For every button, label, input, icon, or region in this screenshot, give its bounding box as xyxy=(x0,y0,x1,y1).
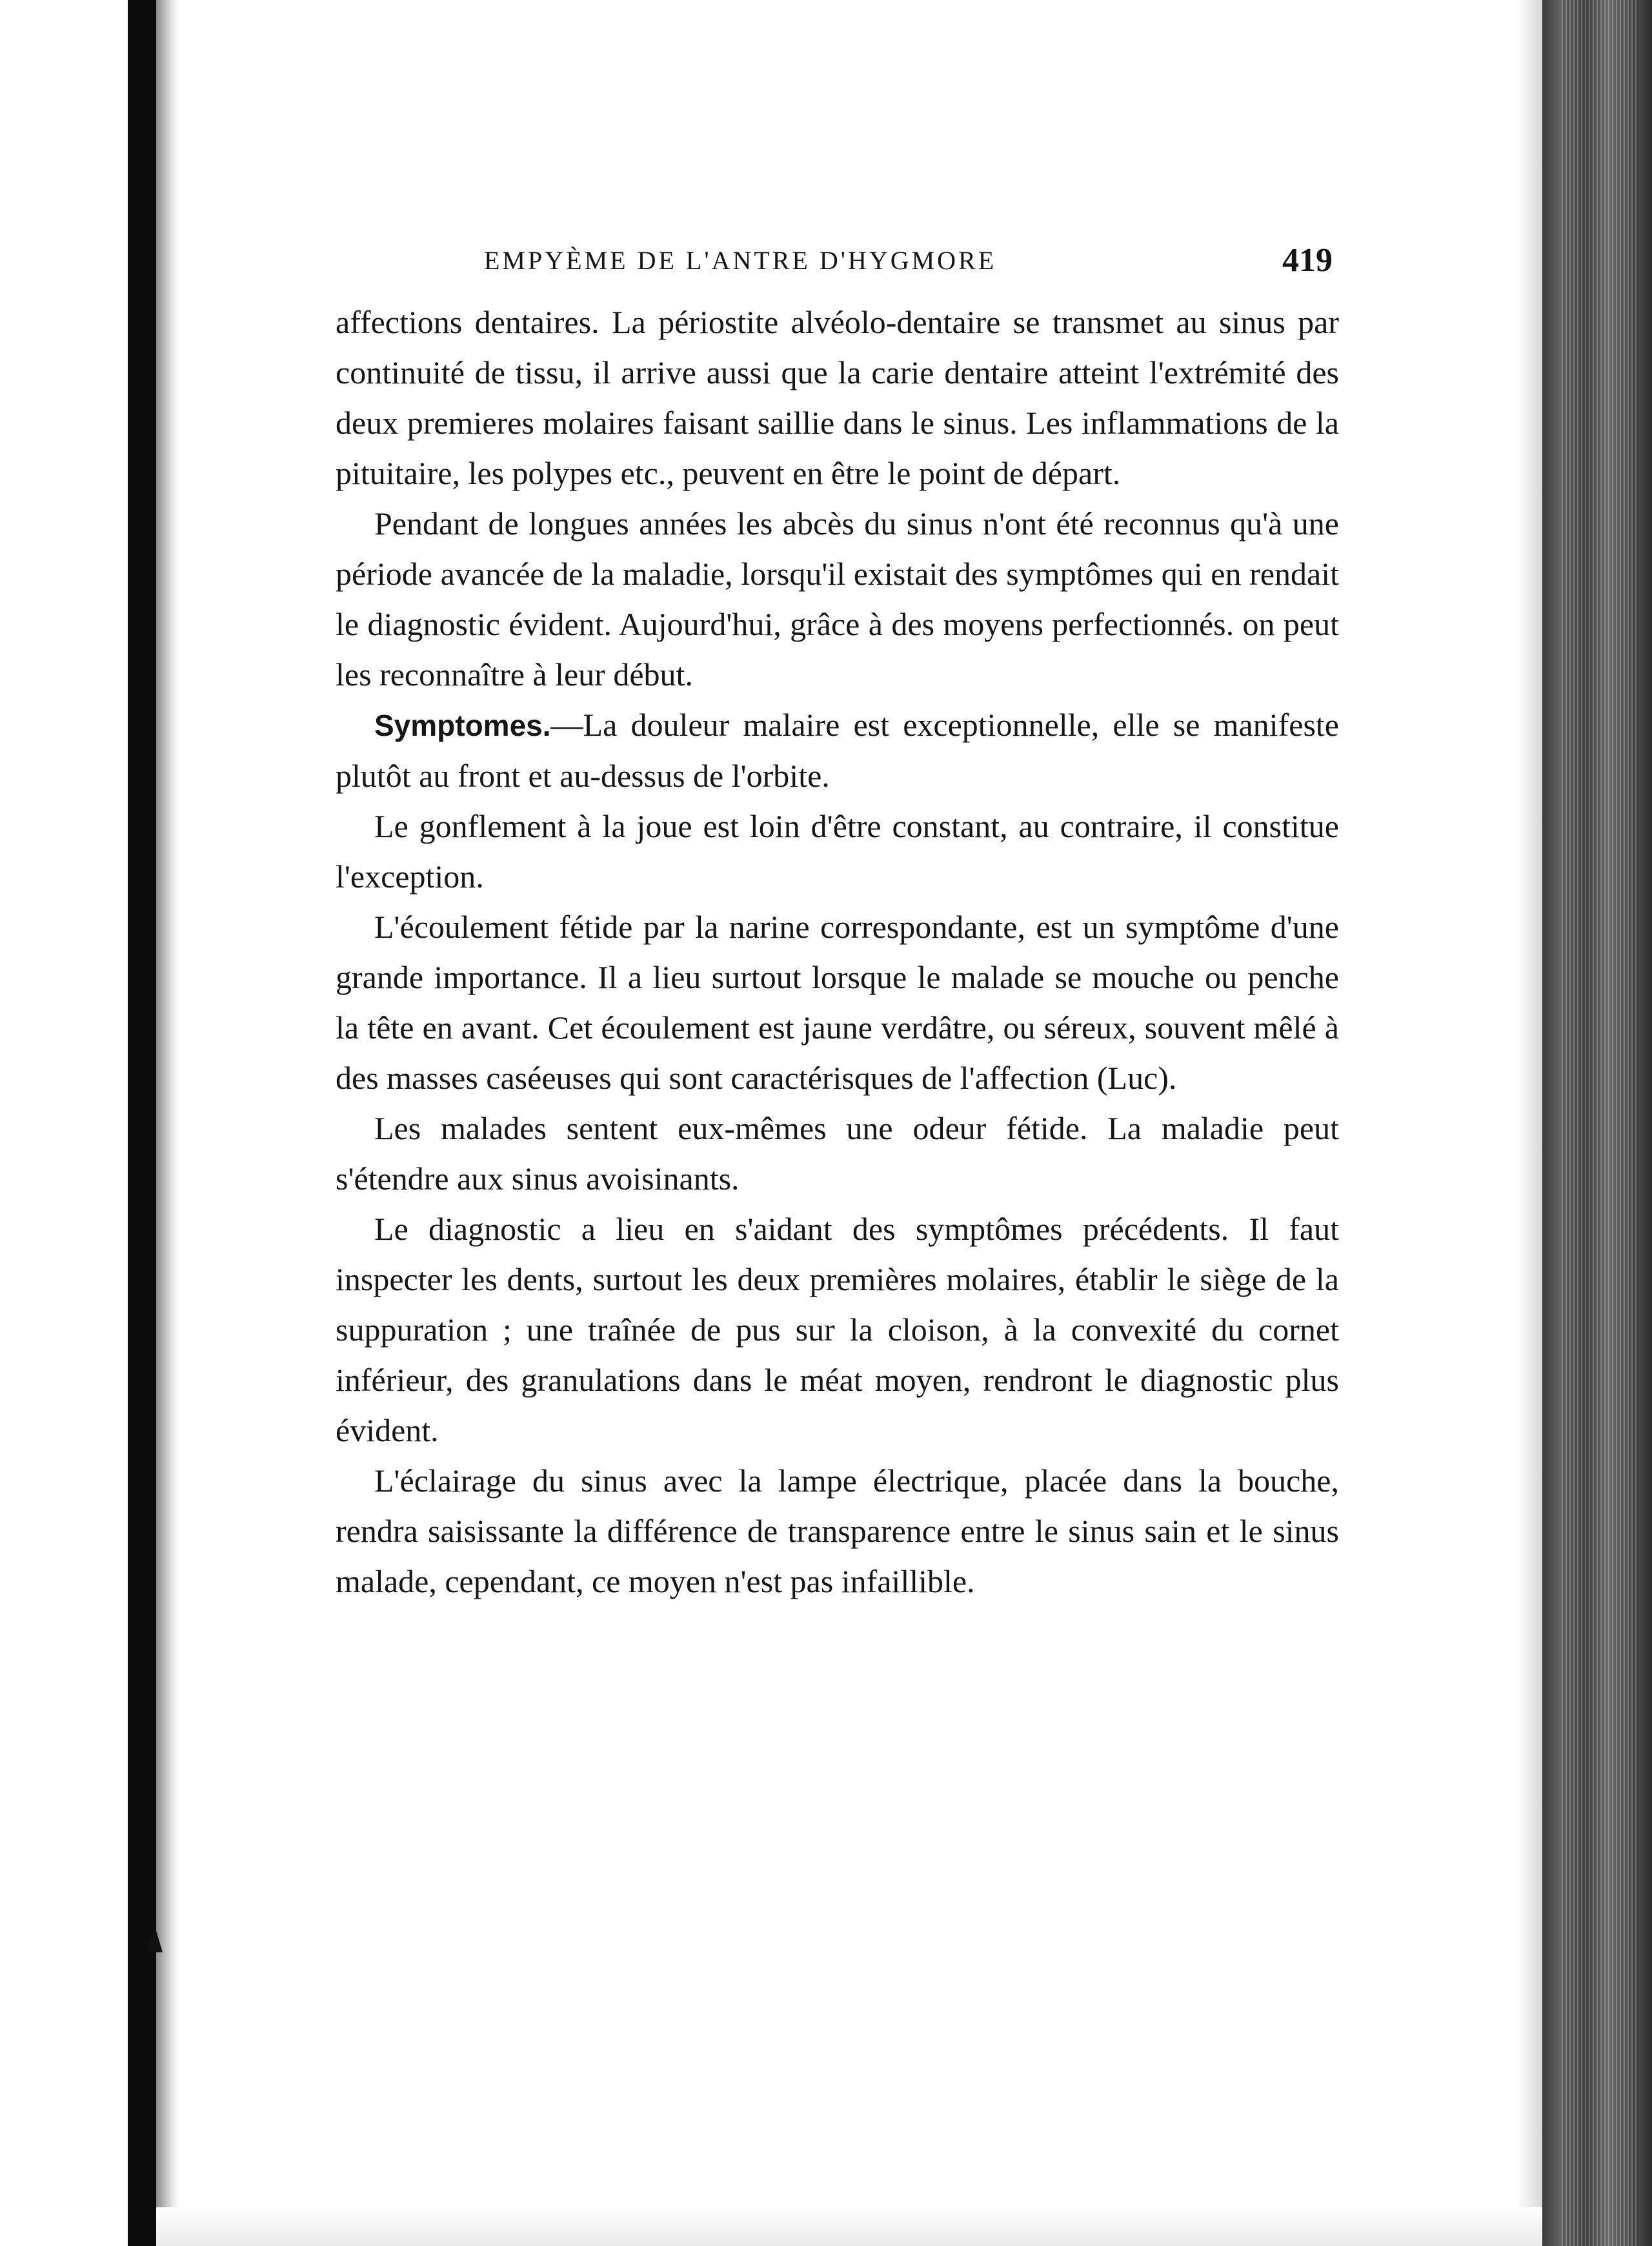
paragraph-text: Le diagnostic a lieu en s'aidant des symptômes précédents. Il faut inspecter les dents, surtout les deux premières molaires, établir le siège de la suppuration ; une traînée de pus sur la cloison, à la convexité du cornet inférieur, des granulations dans le méat moyen, rendront le diagnostic plus évident. xyxy=(336,1211,1339,1448)
paragraph xyxy=(336,700,1339,801)
paragraph xyxy=(336,297,1339,498)
paragraph xyxy=(336,801,1339,902)
paragraph-text: L'éclairage du sinus avec la lampe électrique, placée dans la bouche, rendra saisissante la différence de transparence entre le sinus sain et le sinus malade, cependant, ce moyen n'est pas infaillible. xyxy=(336,1462,1339,1599)
right-edge-shadow xyxy=(1516,0,1542,2246)
paragraph xyxy=(336,902,1339,1103)
paragraph xyxy=(336,1204,1339,1455)
paragraph-text: Le gonflement à la joue est loin d'être constant, au contraire, il constitue l'exception. xyxy=(336,808,1339,895)
paragraph xyxy=(336,1103,1339,1204)
book-spine xyxy=(128,0,156,2246)
paragraph xyxy=(336,498,1339,700)
paragraph-text: L'écoulement fétide par la narine correspondante, est un symptôme d'une grande importance. Il a lieu surtout lorsque le malade se mouche ou penche la tête en avant. Cet écoulement est jaune verdâtre, ou séreux, souvent mêlé à des masses caséeuses qui sont caractérisques de l'affection (Luc). xyxy=(336,909,1339,1096)
page-content xyxy=(336,242,1339,1606)
paragraph xyxy=(336,1455,1339,1606)
paragraph-text: Les malades sentent eux-mêmes une odeur fétide. La maladie peut s'étendre aux sinus avoisinants. xyxy=(336,1110,1339,1197)
spine-shadow xyxy=(156,0,179,2246)
page-number: 419 xyxy=(1282,242,1333,279)
paragraph-text: affections dentaires. La périostite alvéolo-dentaire se transmet au sinus par continuité de tissu, il arrive aussi que la carie dentaire atteint l'extrémité des deux premieres molaires faisant saillie dans le sinus. Les inflammations de la pituitaire, les polypes etc., peuvent en être le point de départ. xyxy=(336,304,1339,491)
left-margin xyxy=(0,0,132,2246)
bottom-shadow xyxy=(156,2207,1542,2246)
paragraph-text: —La douleur malaire est exceptionnelle, elle se manifeste plutôt au front et au-dessus de l'orbite. xyxy=(336,707,1339,794)
running-head xyxy=(336,242,1339,297)
body-text xyxy=(336,297,1339,1606)
section-heading: Symptomes. xyxy=(374,709,551,742)
running-title: EMPYÈME DE L'ANTRE D'HYGMORE xyxy=(484,246,997,275)
page-edge-lines xyxy=(1562,0,1639,2246)
paragraph-text: Pendant de longues années les abcès du sinus n'ont été reconnus qu'à une période avancée de la maladie, lorsqu'il existait des symptômes qui en rendait le diagnostic évident. Aujourd'hui, grâce à des moyens perfectionnés. on peut les reconnaître à leur début. xyxy=(336,505,1339,693)
margin-mark-icon xyxy=(147,1927,163,1952)
